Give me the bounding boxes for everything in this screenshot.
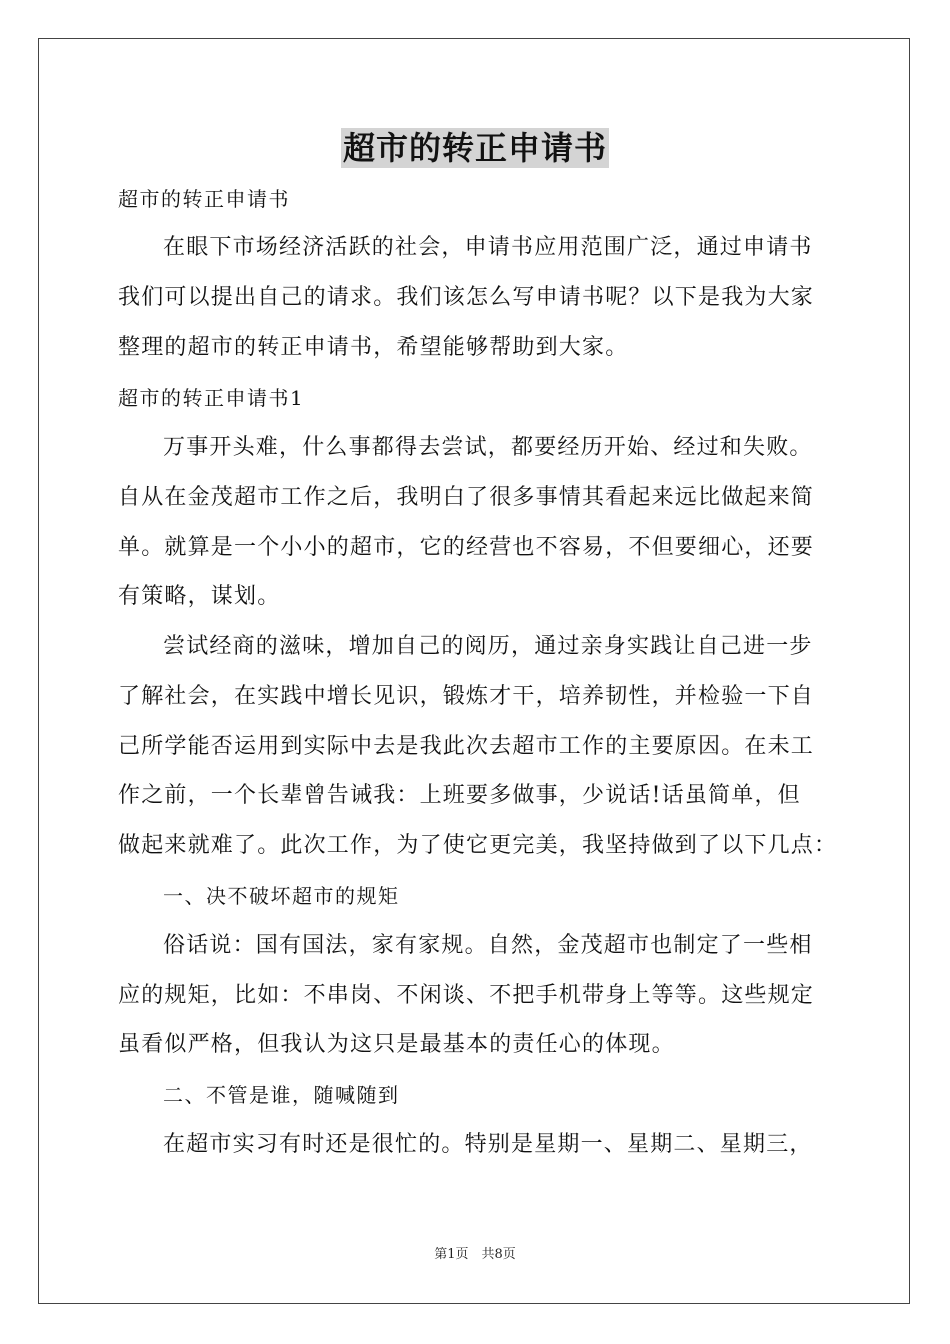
page-footer: 第1页 共8页 (434, 1247, 516, 1262)
paragraph-line: 万事开头难，什么事都得去尝试，都要经历开始、经过和失败。 (163, 435, 813, 460)
paragraph-line: 自从在金茂超市工作之后，我明白了很多事情其看起来远比做起来简 (118, 485, 815, 510)
section-heading: 超市的转正申请书1 (118, 386, 305, 410)
intro-line: 我们可以提出自己的请求。我们该怎么写申请书呢？以下是我为大家 (118, 285, 815, 310)
document-subtitle: 超市的转正申请书 (118, 187, 290, 211)
paragraph-line: 俗话说：国有国法，家有家规。自然，金茂超市也制定了一些相 (163, 933, 813, 958)
paragraph-line: 做起来就难了。此次工作，为了使它更完美，我坚持做到了以下几点： (118, 833, 838, 858)
page-border (38, 38, 910, 1304)
paragraph-line: 在超市实习有时还是很忙的。特别是星期一、星期二、星期三， (163, 1132, 813, 1157)
intro-line: 在眼下市场经济活跃的社会，申请书应用范围广泛，通过申请书 (163, 235, 813, 260)
paragraph-line: 作之前，一个长辈曾告诫我：上班要多做事，少说话!话虽简单，但 (118, 783, 801, 808)
intro-line: 整理的超市的转正申请书，希望能够帮助到大家。 (118, 335, 629, 360)
document-title: 超市的转正申请书 (342, 129, 607, 167)
paragraph-line: 有策略，谋划。 (118, 584, 281, 609)
paragraph-line: 己所学能否运用到实际中去是我此次去超市工作的主要原因。在未工 (118, 734, 815, 759)
title-container (0, 128, 950, 168)
paragraph-line: 虽看似严格，但我认为这只是最基本的责任心的体现。 (118, 1032, 675, 1057)
paragraph-line: 应的规矩，比如：不串岗、不闲谈、不把手机带身上等等。这些规定 (118, 983, 815, 1008)
point-heading: 二、不管是谁，随喊随到 (163, 1083, 400, 1107)
paragraph-line: 尝试经商的滋味，增加自己的阅历，通过亲身实践让自己进一步 (163, 634, 813, 659)
paragraph-line: 了解社会，在实践中增长见识，锻炼才干，培养韧性，并检验一下自 (118, 684, 815, 709)
paragraph-line: 单。就算是一个小小的超市，它的经营也不容易，不但要细心，还要 (118, 535, 815, 560)
point-heading: 一、决不破坏超市的规矩 (163, 884, 400, 908)
